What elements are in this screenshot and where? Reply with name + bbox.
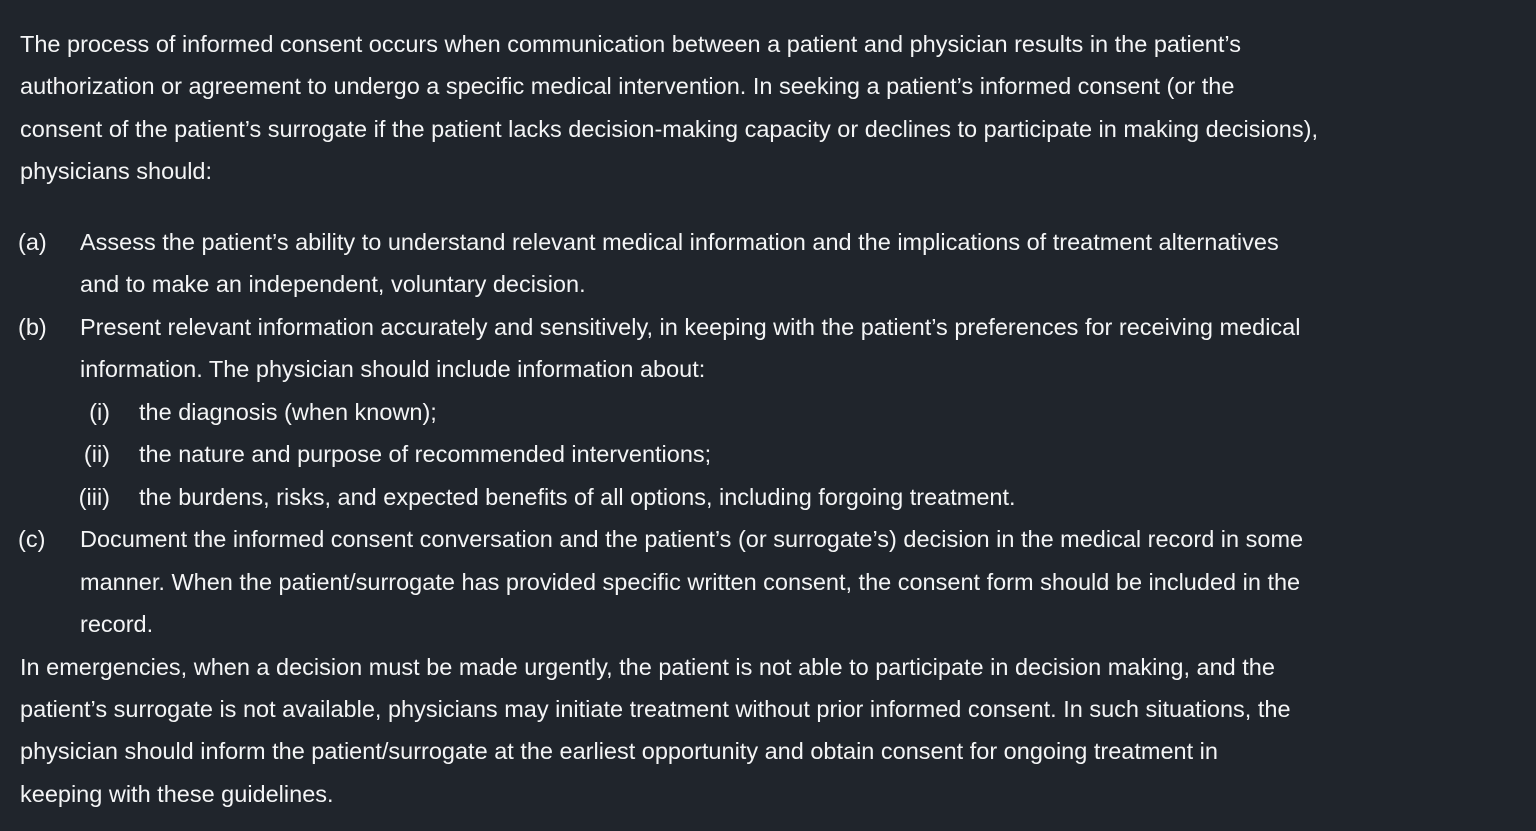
item-text: record. xyxy=(80,611,154,638)
item-text: information. The physician should include information about: xyxy=(80,356,706,383)
intro-line: The process of informed consent occurs when communication between a patient and physician results in the patient’s xyxy=(20,31,1241,57)
closing-line: keeping with these guidelines. xyxy=(20,780,334,807)
item-text: and to make an independent, voluntary decision. xyxy=(80,271,586,298)
item-label: (a) xyxy=(18,229,47,255)
item-label: (c) xyxy=(18,526,46,553)
item-text: manner. When the patient/surrogate has provided specific written consent, the consent form should be included in the xyxy=(80,568,1301,595)
sub-item-text: the diagnosis (when known); xyxy=(139,398,437,425)
sub-item-label: (iii) xyxy=(78,483,110,510)
sub-item-text: the burdens, risks, and expected benefits of all options, including forgoing treatment. xyxy=(139,483,1016,510)
intro-line: authorization or agreement to undergo a specific medical intervention. In seeking a patient’s informed consent (or the xyxy=(20,73,1235,100)
item-text: Document the informed consent conversation and the patient’s (or surrogate’s) decision in the medical record in some xyxy=(80,526,1304,553)
closing-line: In emergencies, when a decision must be made urgently, the patient is not able to participate in decision making, and the xyxy=(20,653,1275,680)
item-text: Present relevant information accurately and sensitively, in keeping with the patient’s preferences for receiving medical xyxy=(80,313,1301,340)
item-text: Assess the patient’s ability to understand relevant medical information and the implications of treatment alternatives xyxy=(80,229,1279,255)
sub-item-label: (i) xyxy=(89,398,110,425)
closing-line: physician should inform the patient/surrogate at the earliest opportunity and obtain consent for ongoing treatment in xyxy=(20,738,1218,765)
sub-item-label: (ii) xyxy=(83,441,110,468)
intro-line: consent of the patient’s surrogate if the patient lacks decision-making capacity or declines to participate in making decisions), xyxy=(20,115,1318,142)
closing-line: patient’s surrogate is not available, physicians may initiate treatment without prior informed consent. In such situations, the xyxy=(20,695,1291,722)
intro-line: physicians should: xyxy=(20,158,213,185)
item-label: (b) xyxy=(18,313,47,340)
sub-item-text: the nature and purpose of recommended interventions; xyxy=(139,441,712,468)
